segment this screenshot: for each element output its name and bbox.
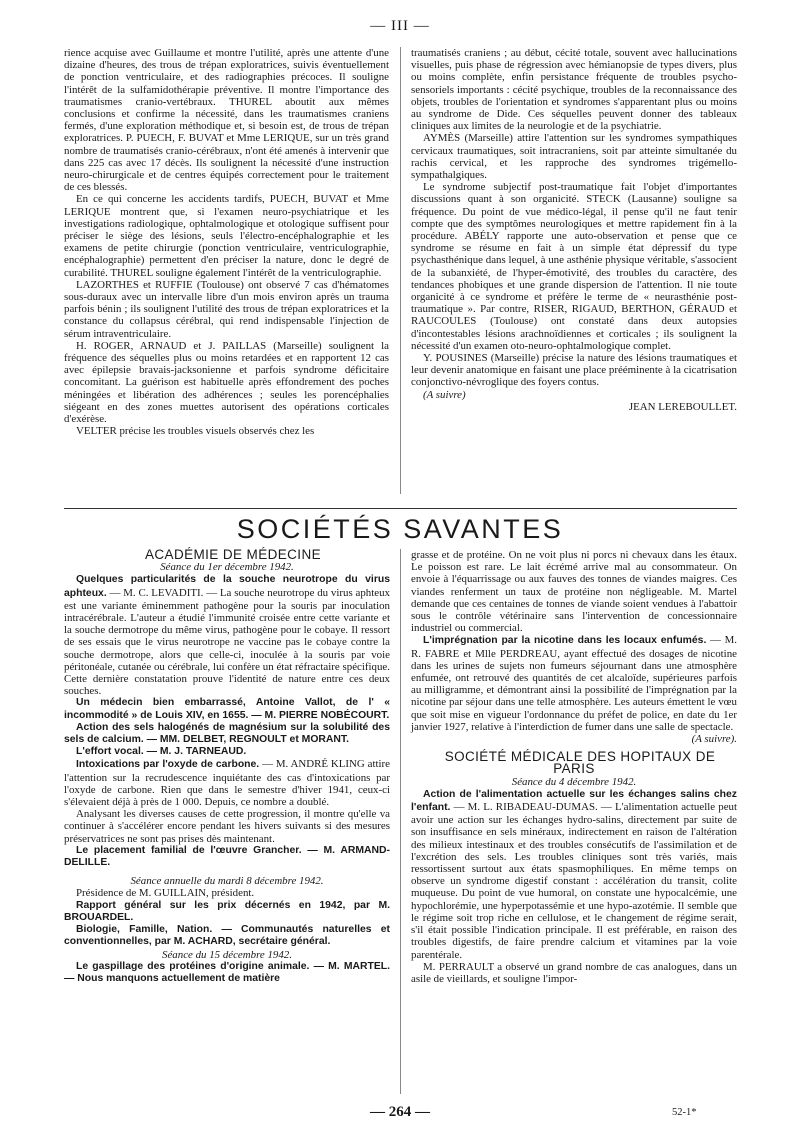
communication: Action des sels halogénés de magnésium sur la solubilité des sels de calcium. — MM. DELBET, REGNOULT et MORANT. bbox=[64, 721, 390, 746]
communication-title: Action de l'alimentation actuelle sur les échanges salins chez l'enfant. bbox=[411, 788, 737, 814]
paragraph: LAZORTHES et RUFFIE (Toulouse) ont observé 7 cas d'hématomes sous-duraux avec un intervalle libre d'un mois environ après un trauma parfois bénin ; ils soulignent l'utilité des trous de trépan exploratrices et la constance du collapsus cérébral, qui rend indispensable l'injection de sérum intraventriculaire. bbox=[64, 278, 389, 340]
top-right-column bbox=[411, 47, 737, 413]
a-suivre-note: (A suivre). bbox=[691, 733, 737, 746]
communication-text: — M. ANDRÉ KLING attire l'attention sur la recrudescence inquiétante des cas d'intoxications par l'oxyde de carbone. Rien que dans le semestre d'hiver 1941, ceux-ci s'élevaient déjà à près de 1 000. Depuis, ce nombre a doublé. bbox=[64, 758, 390, 809]
academie-column bbox=[64, 549, 390, 985]
paragraph: En ce qui concerne les accidents tardifs, PUECH, BUVAT et Mme LERIQUE montrent que, si l'examen neuro-psychiatrique et les investigations radiologique, ophtalmologique et otologique suffisent pour préciser le siège des lésions, seuls l'électro-encéphalographie et les examens de petite chirurgie (ponction ventriculaire, ventriculographie, encéphalographie) permettent d'en préciser la nature, donc le degré de curabilité. THUREL souligne également l'intérêt de la ventriculographie. bbox=[64, 193, 389, 279]
communication bbox=[411, 634, 737, 733]
paragraph: traumatisés craniens ; au début, cécité totale, souvent avec hallucinations visuelles, puis phase de régression avec hémianopsie de types divers, plus ou moins complète, enfin persistance fréquente de troubles psycho-sensoriels importants : cécité psychique, troubles de la reconnaissance des objets, troubles de l'orientation et syndromes s'apparentant plus ou moins au syndrome de Dide. Ces séquelles peuvent donner des tableaux cliniques aux limites de la neurologie et de la psychiatrie. bbox=[411, 47, 737, 133]
seance-date: Séance du 4 décembre 1942. bbox=[511, 775, 637, 788]
paragraph: M. PERRAULT a observé un grand nombre de cas analogues, dans un asile de vieillards, et souligne l'impor- bbox=[411, 960, 737, 985]
communication-text: — M. L. RIBADEAU-DUMAS. — L'alimentation actuelle peut avoir une action sur les échanges hydro-salins, directement par suite de son insuffisance en sels minéraux, indirectement en raison de l'altération des milieux intestinaux et des troubles consécutifs de l'assimilation et de l'excrétion des sels. Les troubles cliniques sont très variés, mais ressortissent surtout aux états spasmophiliques. En même temps on observe un syndrome digestif constant : accélération du transit, colite muqueuse. Du point de vue humoral, on constate une hypocalcémie, une hypochlorémie, une hyperpotassémie et une hypo-azotémie. Il semble que le régime soit trop riche en cellulose, et le changement de régime serait, s'il était possible l'indication principale. Il est préférable, en raison des troubles digestifs, de faire prendre calcium et vitamines par la voie parentérale. bbox=[411, 801, 737, 961]
communication: Le gaspillage des protéines d'origine animale. — M. MARTEL. — Nous manquons actuellement de matière bbox=[64, 960, 390, 984]
signature-mark: 52-1* bbox=[672, 1107, 697, 1118]
paragraph: AYMÈS (Marseille) attire l'attention sur les syndromes sympathiques cervicaux traumatiques, soit intracraniens, soit par atteinte simultanée du rachis cervical, et les rapproche des syndromes trigémello-sympathalgiques. bbox=[411, 132, 737, 182]
seance-date: Séance du 1er décembre 1942. bbox=[160, 561, 294, 574]
communication bbox=[411, 788, 737, 961]
running-head-page-mark: — III — bbox=[370, 18, 430, 34]
paragraph: VELTER précise les troubles visuels observés chez les bbox=[76, 425, 315, 438]
column-divider-bottom bbox=[400, 549, 401, 1094]
section-title: SOCIÉTÉS SAVANTES bbox=[236, 514, 564, 544]
paragraph: H. ROGER, ARNAUD et J. PAILLAS (Marseille) soulignent la fréquence des séquelles plus ou moins retardées et en rapportent 12 cas avec épilepsie bravais-jacksonienne et parfois syndrome déficitaire concomitant. La guérison est habituelle après effondrement des poches méningées et libération des adhérences ; seules les porencéphalies siégeant en des zones muettes autorisent des opérations corticales d'exérèse. bbox=[64, 339, 389, 426]
paragraph: rience acquise avec Guillaume et montre l'utilité, après une attente d'une dizaine d'heures, des trous de trépan exploratrices, suivis éventuellement de ponction ventriculaire, et des radiographies précoces. Il souligne l'intérêt de la sulfamidothérapie préventive. Il montre l'importance des traumatismes cranio-vertébraux. THUREL aboutit aux mêmes conclusions et confirme la nécessité, dans les traumatismes craniens fermés, d'une exploration méthodique et, si besoin est, de trous de trépan exploratrices. P. PUECH, F. BUVAT et Mme LERIQUE, sur un très grand nombre de traumatisés cranio-cérébraux, n'ont été amenés à intervenir que dans 225 cas avec 17 décès. Ils soulignent la nécessité d'une instruction neuro-chirurgicale et de centres équipés correctement pour le traitement de ces blessés. bbox=[64, 47, 389, 194]
communication-text: — M. R. FABRE et Mlle PERDREAU, ayant effectué des dosages de nicotine dans les urines de sujets non fumeurs séjournant dans une atmosphère enfumée, ont retrouvé des quantités de cet alcaloïde, supérieures parfois au milligramme, et démontrant ainsi la possibilité de l'imprégnation par la nicotine par séjour dans une telle atmosphère. Les auteurs émettent le vœu que soit mise en vigueur l'ordonnance du préfet de police, en date du 1er janvier 1927, relative à l'interdiction de fumer dans une salle de spectacle. bbox=[411, 634, 737, 733]
author-signature: JEAN LEREBOULLET. bbox=[628, 400, 737, 413]
communication: Biologie, Famille, Nation. — Communautés naturelles et conventionnelles, par M. ACHARD, secrétaire général. bbox=[64, 924, 390, 948]
section-divider bbox=[64, 508, 737, 509]
academie-title: ACADÉMIE DE MÉDECINE bbox=[144, 547, 322, 562]
communication-text: — La souche neurotrope du virus aphteux est une variante éminemment pathogène pour la souris par inoculation intracérébrale. L'auteur a étudié l'immunité croisée entre cette variante et la souche dermotrope du même virus, pathogène pour le cobaye. Il ressort de ses essais que le virus neurotrope ne vaccine pas le cobaye contre la souche dermotrope, alors que celle-ci, inoculée à la souris par voie péritonéale, cutanée ou cérébrale, lui confère un état réfractaire spécifique. Cette dernière constatation prouve l'identité de nature entre ces deux souches. bbox=[64, 586, 390, 698]
seance-date: Séance annuelle du mardi 8 décembre 1942. bbox=[130, 875, 324, 888]
communication-title: Quelques particularités de la souche neurotrope du virus aphteux. bbox=[64, 574, 390, 599]
paragraph: Y. POUSINES (Marseille) précise la nature des lésions traumatiques et leur devenir anatomique en faisant une place prééminente à la cicatrisation conjonctivo-névroglique des foyers contus. bbox=[411, 352, 737, 389]
societe-title: SOCIÉTÉ MÉDICALE DES HOPITAUX DE PARIS bbox=[444, 749, 716, 777]
communication: Rapport général sur les prix décernés en 1942, par M. BROUARDEL. bbox=[64, 899, 390, 923]
communication-title: L'imprégnation par la nicotine dans les locaux enfumés. bbox=[423, 635, 707, 647]
communication-author: — M. C. LEVADITI. bbox=[109, 586, 204, 599]
paragraph: grasse et de protéine. On ne voit plus ni porcs ni chevaux dans les étaux. Le poisson est rare. Le lait écrémé arrive mal au consommateur. On envoie à l'équarrissage ou aux fauves des tonnes de viandes maigres. Ces viandes renferment un taux de protéine non négligeable. M. Martel demande que ces centaines de tonnes de viande soient vendues à l'abattoir sous le contrôle vétérinaire sans l'intervention de concessionnaire industriel ou commercial. bbox=[411, 549, 737, 635]
paragraph: Le syndrome subjectif post-traumatique fait l'objet d'importantes discussions quant à son organicité. STECK (Lausanne) souligne sa fréquence. Du point de vue médico-légal, il pense qu'il ne faut tenir compte que des symptômes neurologiques et mettre rapidement fin à la procédure. ABÉLY rapporte une auto-observation et pense que ce syndrome se résume en fait à un simple état dépressif du type psychasthénique dans lequel, à une asthénie physique véritable, s'associent de la subanxiété, de l'hyper-émotivité, des troubles du caractère, des tendances phobiques et une grande dispersion de l'attention. Il nie toute organicité à ce syndrome et préfère le terme de « neurasthénie post-traumatique ». Par contre, RISER, RIGAUD, BERTHON, GÉRAUD et RAUCOULES (Toulouse) ont constaté dans deux autopsies d'incontestables lésions arachnoïdiennes et corticales ; ils soulignent la nécessité d'un examen oto-neuro-ophtalmologique complet. bbox=[411, 181, 737, 352]
communication-title: Intoxications par l'oxyde de carbone. bbox=[76, 759, 260, 771]
communication: L'effort vocal. — M. J. TARNEAUD. bbox=[76, 746, 247, 758]
right-bottom-column bbox=[411, 549, 737, 985]
paragraph: Présidence de M. GUILLAIN, président. bbox=[76, 887, 255, 900]
page-number: — 264 — bbox=[370, 1104, 430, 1120]
communication: Un médecin bien embarrassé, Antoine Vallot, de l' « incommodité » de Louis XIV, en 1655. — M. PIERRE NOBÉCOURT. bbox=[64, 697, 390, 721]
communication: Le placement familial de l'œuvre Grancher. — M. ARMAND-DELILLE. bbox=[64, 844, 390, 869]
column-divider-top bbox=[400, 47, 401, 494]
communication bbox=[64, 758, 390, 808]
a-suivre-note: (A suivre) bbox=[423, 388, 466, 401]
top-left-column bbox=[64, 47, 389, 438]
communication bbox=[64, 573, 390, 697]
paragraph: Analysant les diverses causes de cette progression, il montre qu'elle va continuer à s'accélérer encore pendant les hivers suivants si des mesures préservatrices ne sont pas prises dès maintenant. bbox=[64, 808, 390, 845]
seance-date: Séance du 15 décembre 1942. bbox=[162, 948, 292, 961]
